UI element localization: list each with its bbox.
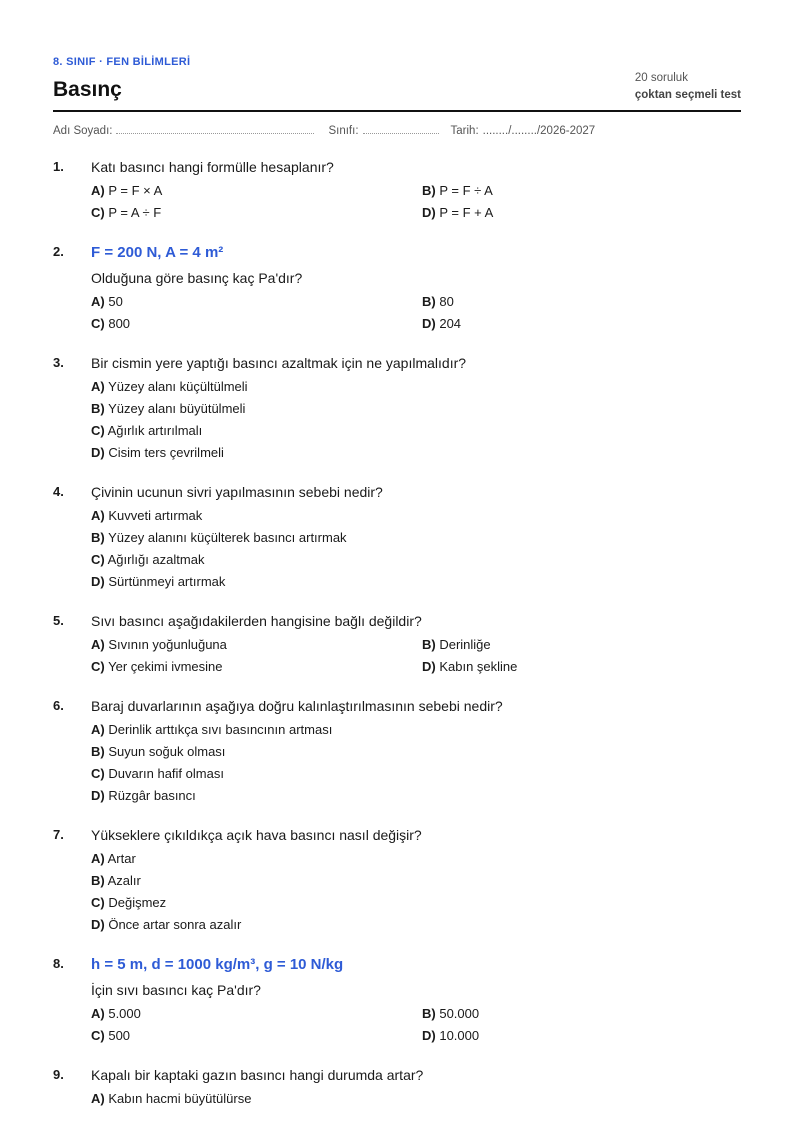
question-body [91,955,741,1045]
option-letter: A) [91,508,105,523]
answer-options [91,721,741,805]
option-text: Azalır [107,873,141,888]
option-letter: D) [422,205,436,220]
date-field[interactable]: ......../......../2026-2027 [482,125,596,137]
question-number: 5. [53,613,64,628]
option-letter: A) [91,637,105,652]
question-text: Yükseklere çıkıldıkça açık hava basıncı nasıl değişir? [91,827,422,843]
option-text: Sürtünmeyi artırmak [108,574,226,589]
option-text: 50.000 [439,1006,480,1021]
answer-option[interactable] [422,636,722,654]
question-text: İçin sıvı basıncı kaç Pa'dır? [91,982,261,998]
question-6 [53,697,741,805]
answer-option[interactable] [422,182,722,200]
option-text: P = A ÷ F [108,205,162,220]
option-letter: A) [91,379,105,394]
question-text: Baraj duvarlarının aşağıya doğru kalınlaştırılmasının sebebi nedir? [91,698,503,714]
question-count: 20 soruluk [634,72,688,84]
answer-option[interactable] [91,444,741,462]
option-letter: B) [91,744,105,759]
answer-option[interactable] [91,573,741,591]
option-letter: B) [91,530,105,545]
question-body [91,243,741,333]
option-text: Yüzey alanı küçültülmeli [108,379,248,394]
option-text: 204 [439,316,462,331]
option-letter: B) [422,183,436,198]
option-text: Yer çekimi ivmesine [108,659,223,674]
question-text: Olduğuna göre basınç kaç Pa'dır? [91,270,303,286]
option-letter: C) [91,1028,105,1043]
answer-option[interactable] [91,658,422,676]
option-letter: C) [91,895,105,910]
question-formula: h = 5 m, d = 1000 kg/m³, g = 10 N/kg [91,956,344,973]
name-field[interactable] [116,124,314,134]
option-text: Derinliğe [439,637,491,652]
option-text: P = F + A [439,205,494,220]
answer-option[interactable] [91,916,741,934]
answer-option[interactable] [422,1005,722,1023]
question-number: 8. [53,956,64,971]
answer-option[interactable] [422,293,722,311]
answer-option[interactable] [91,721,741,739]
name-label: Adı Soyadı: [53,125,113,137]
answer-option[interactable] [91,743,741,761]
question-number: 7. [53,827,64,842]
answer-option[interactable] [422,204,722,222]
option-text: Sıvının yoğunluğuna [108,637,227,652]
question-body [91,1066,741,1108]
answer-option[interactable] [91,293,422,311]
option-text: Önce artar sonra azalır [108,917,242,932]
option-text: 10.000 [439,1028,480,1043]
question-number: 6. [53,698,64,713]
answer-option[interactable] [91,315,422,333]
answer-option[interactable] [91,872,741,890]
answer-options [91,1005,741,1045]
answer-option[interactable] [91,204,422,222]
option-text: 80 [439,294,454,309]
answer-options [91,1090,741,1108]
answer-option[interactable] [422,315,722,333]
answer-option[interactable] [91,551,741,569]
option-letter: B) [422,637,436,652]
date-label: Tarih: [450,125,479,137]
option-letter: C) [91,316,105,331]
question-text: Katı basıncı hangi formülle hesaplanır? [91,159,334,175]
option-text: 50 [108,294,123,309]
option-text: 5.000 [108,1006,141,1021]
option-text: Ağırlığı azaltmak [107,552,205,567]
question-7 [53,826,741,934]
option-letter: A) [91,1006,105,1021]
class-label: Sınıfı: [328,125,359,137]
worksheet-page [53,0,741,1123]
subject-label: 8. SINIF · FEN BİLİMLERİ [53,56,191,68]
test-type: çoktan seçmeli test [634,89,741,101]
question-1 [53,158,741,222]
option-text: P = F ÷ A [439,183,493,198]
option-letter: C) [91,423,105,438]
option-letter: A) [91,722,105,737]
option-text: Duvarın hafif olması [108,766,224,781]
class-field[interactable] [363,124,439,134]
question-body [91,483,741,591]
question-text: Sıvı basıncı aşağıdakilerden hangisine bağlı değildir? [91,613,422,629]
answer-option[interactable] [91,787,741,805]
question-4 [53,483,741,591]
page-title: Basınç [53,78,122,101]
question-number: 9. [53,1067,64,1082]
option-letter: D) [422,1028,436,1043]
answer-option[interactable] [91,400,741,418]
option-letter: B) [422,294,436,309]
answer-option[interactable] [422,1027,722,1045]
option-letter: A) [91,851,105,866]
question-body [91,697,741,805]
option-text: 800 [108,316,131,331]
option-letter: B) [91,873,105,888]
option-letter: C) [91,659,105,674]
answer-options [91,378,741,462]
option-letter: D) [91,917,105,932]
option-text: Yüzey alanını küçülterek basıncı artırmak [108,530,347,545]
option-letter: B) [422,1006,436,1021]
answer-option[interactable] [91,765,741,783]
option-text: Ağırlık artırılmalı [107,423,203,438]
answer-option[interactable] [91,1005,422,1023]
option-letter: A) [91,183,105,198]
question-9 [53,1066,741,1108]
option-text: Derinlik arttıkça sıvı basıncının artması [108,722,333,737]
option-letter: D) [422,659,436,674]
answer-option[interactable] [91,529,741,547]
answer-options [91,507,741,591]
option-text: 500 [108,1028,131,1043]
answer-options [91,636,741,676]
question-number: 2. [53,244,64,259]
option-text: Yüzey alanı büyütülmeli [108,401,246,416]
option-letter: D) [91,788,105,803]
option-letter: D) [91,445,105,460]
answer-option[interactable] [91,507,741,525]
answer-option[interactable] [422,658,722,676]
option-text: Kabın şekline [439,659,518,674]
test-meta [635,72,741,101]
answer-option[interactable] [91,422,741,440]
question-text: Bir cismin yere yaptığı basıncı azaltmak için ne yapılmalıdır? [91,355,467,371]
option-text: P = F × A [108,183,163,198]
question-8 [53,955,741,1045]
question-body [91,826,741,934]
answer-option[interactable] [91,1027,422,1045]
question-text: Çivinin ucunun sivri yapılmasının sebebi nedir? [91,484,383,500]
answer-option[interactable] [91,378,741,396]
option-text: Artar [107,851,136,866]
option-letter: A) [91,1091,105,1106]
student-info-row [53,124,741,137]
option-letter: B) [91,401,105,416]
option-letter: C) [91,205,105,220]
question-body [91,612,741,676]
option-text: Cisim ters çevrilmeli [108,445,224,460]
answer-option[interactable] [91,1090,741,1108]
option-letter: D) [422,316,436,331]
answer-option[interactable] [91,182,422,200]
answer-options [91,182,741,222]
option-letter: D) [91,574,105,589]
question-5 [53,612,741,676]
header-divider [53,110,741,112]
question-2 [53,243,741,333]
question-list [53,158,741,1129]
answer-options [91,293,741,333]
option-text: Rüzgâr basıncı [108,788,196,803]
answer-option[interactable] [91,894,741,912]
question-number: 3. [53,355,64,370]
option-text: Kuvveti artırmak [108,508,203,523]
option-text: Kabın hacmi büyütülürse [108,1091,252,1106]
option-text: Suyun soğuk olması [108,744,226,759]
question-number: 1. [53,159,64,174]
option-text: Değişmez [108,895,167,910]
question-3 [53,354,741,462]
answer-option[interactable] [91,636,422,654]
answer-option[interactable] [91,850,741,868]
question-text: Kapalı bir kaptaki gazın basıncı hangi durumda artar? [91,1067,424,1083]
answer-options [91,850,741,934]
question-number: 4. [53,484,64,499]
option-letter: A) [91,294,105,309]
option-letter: C) [91,552,105,567]
option-letter: C) [91,766,105,781]
question-body [91,158,741,222]
question-body [91,354,741,462]
question-formula: F = 200 N, A = 4 m² [91,244,224,261]
